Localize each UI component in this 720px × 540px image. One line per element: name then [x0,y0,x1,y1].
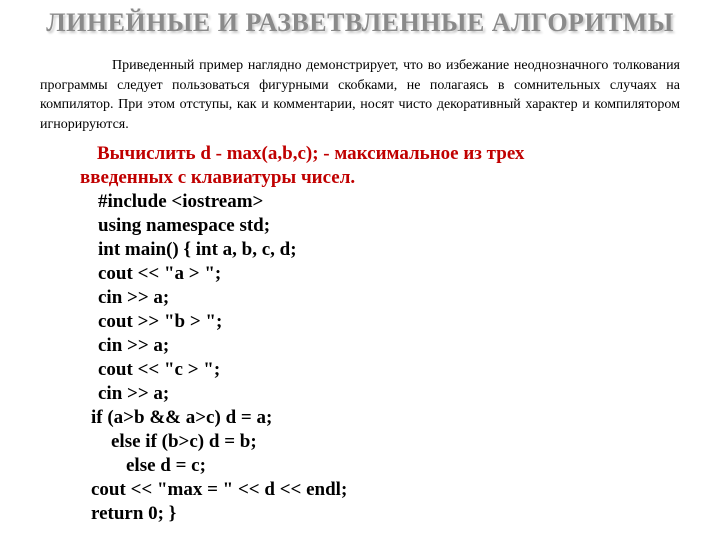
task-line-2: введенных с клавиатуры чисел. [80,167,356,188]
code-line: cin >> a; [98,287,170,308]
task-statement [80,142,640,190]
code-line: else d = c; [126,455,206,476]
code-line: cout << "a > "; [98,263,222,284]
code-line: if (a>b && a>c) d = a; [91,407,273,428]
code-line: return 0; } [91,503,177,524]
slide-title: ЛИНЕЙНЫЕ И РАЗВЕТВЛЕННЫЕ АЛГОРИТМЫ [46,8,674,37]
code-line: cout >> "b > "; [98,311,223,332]
code-line: using namespace std; [98,215,271,236]
task-line-1: Вычислить d - max(a,b,c); - максимальное из трех [97,143,525,164]
intro-paragraph: Приведенный пример наглядно демонстрирует, что во избежание неоднозначного толкования программы следует пользоваться фигурными скобками, не полагаясь в сомнительных случаях на компилятор. При этом отступы, как и комментарии, носят чисто декоративный характер и компилятором игнорируются. [40,58,680,132]
code-line: int main() { int a, b, c, d; [98,239,297,260]
code-line: cout << "max = " << d << endl; [91,479,348,500]
code-line: #include <iostream> [98,191,264,212]
code-line: else if (b>c) d = b; [111,431,257,452]
code-line: cout << "c > "; [98,359,221,380]
code-line: cin >> a; [98,383,170,404]
code-line: cin >> a; [98,335,170,356]
